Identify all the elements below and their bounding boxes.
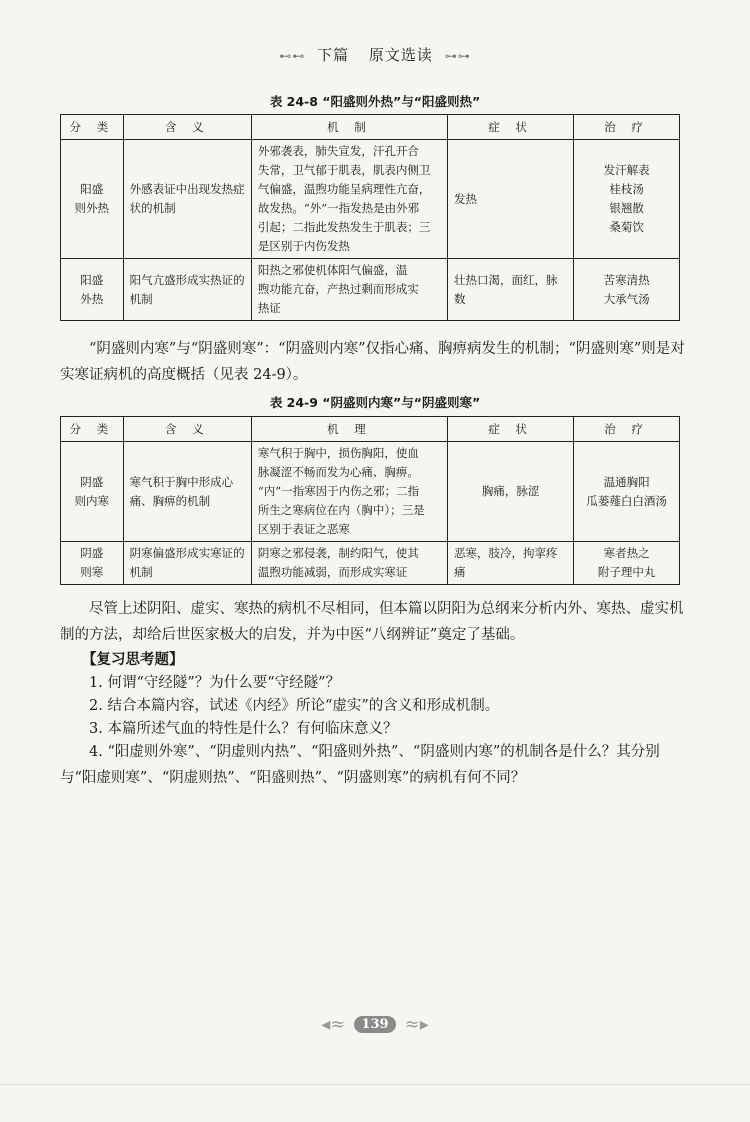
table-row: [61, 442, 680, 542]
review-question: 4. “阳虚则外寒”、“阴虚则内热”、“阳盛则外热”、“阴盛则内寒”的机制各是什么？其分别与“阳虚则寒”、“阴虚则热”、“阳盛则热”、“阴盛则寒”的病机有何不同？: [60, 744, 660, 786]
mechanism-line: 气偏盛，温煦功能呈病理性亢奋，: [257, 182, 431, 196]
mechanism-cell: [251, 140, 447, 259]
symptom-cell: 恶寒，肢冷，拘挛疼痛: [447, 542, 573, 585]
mechanism-line: 阴寒之邪侵袭，制约阳气，使其: [257, 546, 419, 560]
table-row: [61, 140, 680, 259]
bottom-divider: [0, 1084, 750, 1085]
header-cell: 含 义: [123, 115, 251, 140]
mechanism-cell: [251, 442, 447, 542]
category-line: 则内寒: [74, 493, 110, 508]
treatment-line: 附子理中丸: [597, 565, 656, 579]
treatment-line: 大承气汤: [603, 291, 650, 306]
header-cell: 机 制: [251, 115, 447, 140]
treatment-cell: [574, 442, 680, 542]
category-line: 阳盛: [80, 272, 104, 287]
mechanism-line: 区别于表证之恶寒: [257, 522, 350, 536]
header-cell: 分 类: [61, 417, 124, 442]
category-cell: [61, 442, 124, 542]
category-line: 阳盛: [80, 182, 104, 196]
right-ornament-icon: ⊶⊶: [444, 49, 471, 63]
symptom-cell: 发热: [447, 140, 573, 259]
paragraph-summary: 尽管上述阴阳、虚实、寒热的病机不尽相同，但本篇以阴阳为总纲来分析内外、寒热、虚实机制的方法，却给后世医家极大的启发，并为中医“八纲辨证”奠定了基础。: [60, 601, 684, 643]
category-cell: [61, 259, 124, 321]
mechanism-line: 热证: [257, 301, 281, 315]
header-cell: 症 状: [447, 417, 573, 442]
table-header-row: [61, 115, 680, 140]
right-ornament-icon: ≈▸: [404, 1014, 429, 1035]
review-question: 3. 本篇所述气血的特性是什么？有何临床意义？: [89, 721, 398, 737]
mechanism-line: 脉凝涩不畅而发为心痛、胸痹。: [257, 465, 419, 479]
header-cell: 治 疗: [574, 115, 680, 140]
header-cell: 机 理: [251, 417, 447, 442]
table-row: [61, 542, 680, 585]
left-ornament-icon: ⊷⊷: [279, 49, 306, 63]
category-cell: [61, 140, 124, 259]
symptom-cell: 壮热口渴，面红，脉数: [447, 259, 573, 321]
mechanism-line: 是区别于内伤发热: [257, 239, 350, 253]
category-line: 外热: [80, 291, 104, 306]
treatment-line: 银翘散: [609, 201, 644, 215]
treatment-line: 桂枝汤: [609, 182, 644, 196]
header-part: 下篇: [317, 46, 350, 64]
table-header-row: [61, 417, 680, 442]
table-24-8: [60, 114, 680, 321]
mechanism-cell: [251, 259, 447, 321]
category-line: 阴盛: [80, 474, 104, 489]
table-24-9: [60, 416, 680, 585]
treatment-line: 寒者热之: [603, 546, 650, 560]
treatment-cell: [574, 259, 680, 321]
treatment-cell: [574, 542, 680, 585]
mechanism-line: “内”一指寒因于内伤之邪；二指: [257, 484, 420, 498]
page-number: 139: [354, 1016, 395, 1033]
meaning-cell: 阳气亢盛形成实热证的机制: [123, 259, 251, 321]
paragraph-yin-excess: “阴盛则内寒”与“阴盛则寒”：“阴盛则内寒”仅指心痛、胸痹病发生的机制；“阴盛则寒”则是对实寒证病机的高度概括（见表 24-9）。: [60, 341, 685, 383]
meaning-cell: 寒气积于胸中形成心痛、胸痹的机制: [123, 442, 251, 542]
page-header: [0, 44, 750, 65]
mechanism-line: 寒气积于胸中，损伤胸阳，使血: [257, 446, 419, 460]
category-line: 则外热: [74, 201, 110, 215]
meaning-cell: 阴寒偏盛形成实寒证的机制: [123, 542, 251, 585]
category-cell: [61, 542, 124, 585]
table-24-9-title: 表 24-9 “阴盛则内寒”与“阴盛则寒”: [269, 395, 481, 410]
header-cell: 分 类: [61, 115, 124, 140]
header-cell: 治 疗: [574, 417, 680, 442]
meaning-cell: 外感表证中出现发热症状的机制: [123, 140, 251, 259]
mechanism-line: 故发热。“外”一指发热是由外邪: [257, 201, 420, 215]
mechanism-line: 外邪袭表，肺失宣发，汗孔开合: [257, 144, 419, 158]
review-question: 2. 结合本篇内容，试述《内经》所论“虚实”的含义和形成机制。: [89, 698, 500, 714]
category-line: 则寒: [80, 565, 104, 579]
treatment-line: 温通胸阳: [603, 474, 650, 489]
treatment-line: 桑菊饮: [609, 220, 644, 234]
table-row: [61, 259, 680, 321]
category-line: 阴盛: [80, 546, 104, 560]
mechanism-line: 煦功能亢奋，产热过剩而形成实: [257, 282, 419, 296]
table-24-8-title: 表 24-8 “阳盛则外热”与“阳盛则热”: [269, 94, 481, 109]
mechanism-cell: [251, 542, 447, 585]
header-cell: 症 状: [447, 115, 573, 140]
page-footer: [0, 1014, 750, 1035]
mechanism-line: 温煦功能减弱，而形成实寒证: [257, 565, 408, 579]
symptom-cell: 胸痛，脉涩: [447, 442, 573, 542]
review-questions-title: 【复习思考题】: [82, 652, 184, 668]
header-title: 原文选读: [368, 46, 433, 64]
treatment-line: 苦寒清热: [603, 272, 650, 287]
left-ornament-icon: ◂≈: [321, 1014, 346, 1035]
treatment-line: 发汗解表: [603, 163, 650, 177]
mechanism-line: 所生之寒病位在内（胸中）；三是: [257, 503, 425, 517]
review-question: 1. 何谓“守经隧”？为什么要“守经隧”？: [89, 675, 341, 691]
mechanism-line: 阳热之邪使机体阳气偏盛，温: [257, 263, 408, 277]
mechanism-line: 引起；二指此发热发生于肌表；三: [257, 220, 431, 234]
header-cell: 含 义: [123, 417, 251, 442]
treatment-cell: [574, 140, 680, 259]
treatment-line: 瓜蒌薤白白酒汤: [586, 493, 667, 508]
mechanism-line: 失常，卫气郁于肌表，肌表内侧卫: [257, 163, 431, 177]
